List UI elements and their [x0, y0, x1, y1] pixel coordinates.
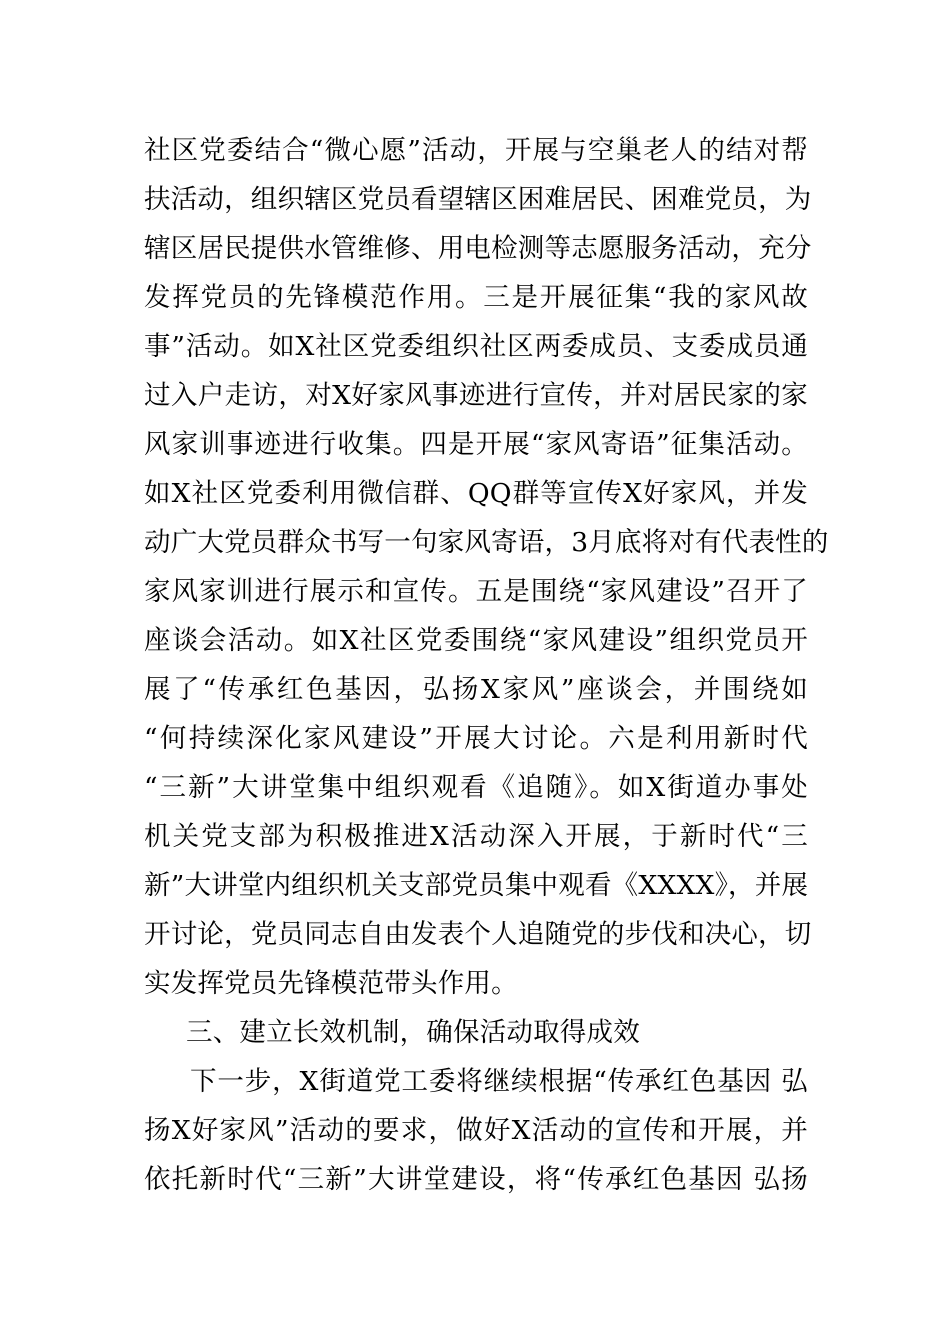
text-line: 新”大讲堂内组织机关支部党员集中观看《XXXX》，并展	[144, 870, 809, 901]
text-line: 社区党委结合“微心愿”活动，开展与空巢老人的结对帮	[144, 135, 808, 166]
text-line: 家风家训进行展示和宣传。五是围绕“家风建设”召开了	[144, 576, 808, 607]
section-heading: 三、建立长效机制，确保活动取得成效	[186, 1017, 640, 1048]
text-line: 座谈会活动。如X社区党委围绕“家风建设”组织党员开	[144, 625, 808, 656]
text-line: 展了“传承红色基因，弘扬X家风”座谈会，并围绕如	[144, 674, 808, 705]
text-line: 依托新时代“三新”大讲堂建设，将“传承红色基因 弘扬	[144, 1164, 808, 1195]
text-line: 开讨论，党员同志自由发表个人追随党的步伐和决心，切	[144, 919, 812, 950]
paragraph-next-steps	[144, 1057, 808, 1204]
text-line: 辖区居民提供水管维修、用电检测等志愿服务活动，充分	[144, 233, 812, 264]
text-line: 扶活动，组织辖区党员看望辖区困难居民、困难党员，为	[144, 184, 812, 215]
text-line: 如X社区党委利用微信群、QQ群等宣传X好家风，并发	[144, 478, 808, 509]
text-line: “三新”大讲堂集中组织观看《追随》。如X街道办事处	[144, 772, 808, 803]
text-line: 下一步，X街道党工委将继续根据“传承红色基因 弘	[190, 1066, 808, 1097]
text-line: 事”活动。如X社区党委组织社区两委成员、支委成员通	[144, 331, 808, 362]
text-line: 机关党支部为积极推进X活动深入开展，于新时代“三	[144, 821, 808, 852]
text-line: 实发挥党员先锋模范带头作用。	[144, 968, 518, 999]
text-line: 过入户走访，对X好家风事迹进行宣传，并对居民家的家	[144, 380, 808, 411]
document-body	[144, 126, 829, 1204]
text-line: 发挥党员的先锋模范作用。三是开展征集“我的家风故	[144, 282, 808, 313]
text-line: 扬X好家风”活动的要求，做好X活动的宣传和开展，并	[144, 1115, 808, 1146]
text-line: 风家训事迹进行收集。四是开展“家风寄语”征集活动。	[144, 429, 808, 460]
text-line: 动广大党员群众书写一句家风寄语，3月底将对有代表性的	[144, 527, 829, 558]
text-line: “何持续深化家风建设”开展大讨论。六是利用新时代	[144, 723, 808, 754]
paragraph-activities	[144, 126, 829, 1008]
